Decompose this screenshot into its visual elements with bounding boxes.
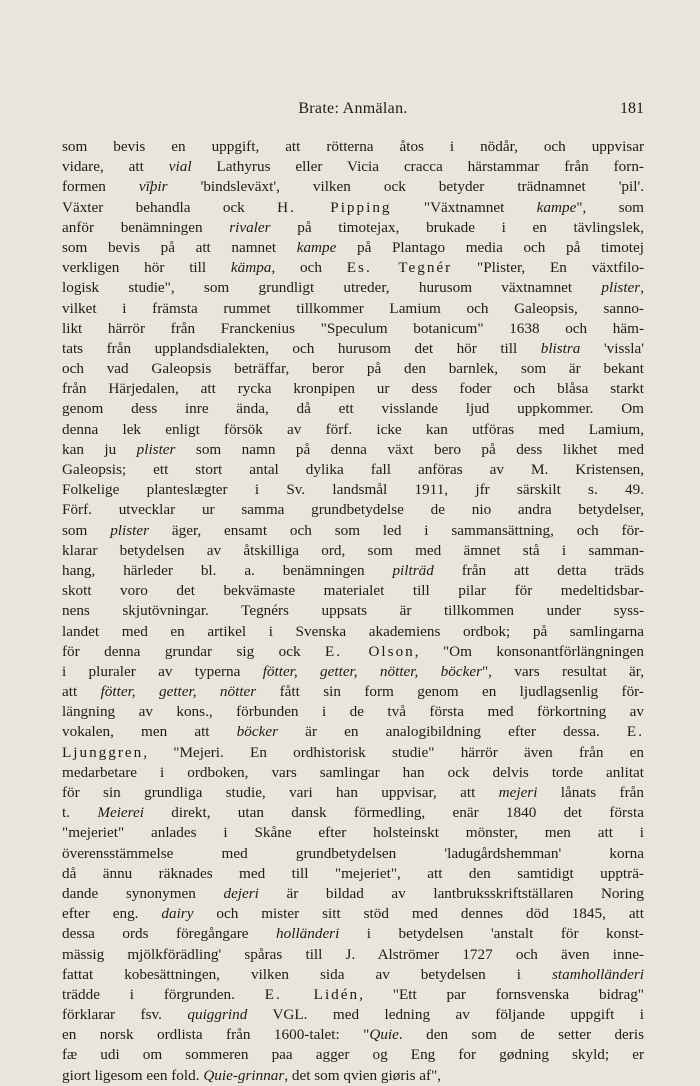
text-line <box>62 198 644 218</box>
text-line <box>62 399 644 419</box>
text-segment: landet med en artikel i Svenska akademiens ordbok; på samlingarna <box>62 622 644 640</box>
text-segment: kan ju <box>62 440 137 458</box>
text-line <box>62 662 644 682</box>
italic-term: plister <box>136 440 176 458</box>
text-segment: ", vars resultat är, <box>481 662 644 680</box>
text-line <box>62 1025 644 1045</box>
text-segment: och vad Galeopsis beträffar, beror på den barnlek, som är bekant <box>62 360 644 378</box>
text-segment: Lathyrus eller Vicia cracca härstammar från forn- <box>191 158 644 176</box>
text-segment: skott voro det bekvämaste materialet till pilar för medeltidsbar- <box>62 582 644 600</box>
italic-term: Meierei <box>97 804 144 822</box>
text-line <box>62 480 644 500</box>
page-number: 181 <box>620 100 644 117</box>
text-line <box>62 743 644 763</box>
text-segment: äger, ensamt och som led i sammansättning, och för- <box>149 521 644 539</box>
text-segment: , <box>640 279 644 297</box>
text-segment: efter eng. <box>62 905 162 923</box>
italic-term: Quie-grinnar <box>203 1066 285 1084</box>
text-segment: nens skjutövningar. Tegnérs uppsats är tillkommen under syss- <box>62 602 644 620</box>
text-line <box>62 137 644 157</box>
author-name: E. Lidén <box>264 985 360 1003</box>
text-line <box>62 157 644 177</box>
text-line <box>62 561 644 581</box>
text-line <box>62 783 644 803</box>
text-line <box>62 1005 644 1025</box>
text-segment: på Plantago media och på timotej <box>336 238 644 256</box>
text-segment: ", som <box>576 198 644 216</box>
text-line <box>62 339 644 359</box>
text-line <box>62 258 644 278</box>
text-segment: att <box>62 683 101 701</box>
text-segment: "mejeriet" anlades i Skåne efter holsteinskt mönster, men att i <box>62 824 644 842</box>
italic-term: holländeri <box>276 925 340 943</box>
italic-term: rivaler <box>229 218 271 236</box>
text-segment: längning av kons., förbunden i de två första med förkortning av <box>62 703 644 721</box>
text-line <box>62 299 644 319</box>
text-segment: i betydelsen 'anstalt för konst- <box>339 925 644 943</box>
text-line <box>62 682 644 702</box>
text-segment: anför benämningen <box>62 218 230 236</box>
text-segment: Förf. utvecklar ur samma grundbetydelse de nio andra betydelser, <box>62 501 644 519</box>
text-line <box>62 622 644 642</box>
text-segment: giort ligesom een fold. <box>62 1066 204 1084</box>
text-segment: "Plister, En växtfilo- <box>452 259 645 277</box>
text-segment: , det som qvien giøris af", <box>284 1066 442 1084</box>
text-segment: dessa ords föregångare <box>62 925 277 943</box>
text-segment: vokalen, men att <box>62 723 237 741</box>
author-name: Es. Tegnér <box>346 259 453 277</box>
page-header <box>62 100 644 130</box>
text-line <box>62 218 644 238</box>
text-segment: verkligen hör till <box>62 259 231 277</box>
italic-term: quiggrind <box>187 1006 248 1024</box>
text-line <box>62 803 644 823</box>
text-segment: då ännu räknades med till "mejeriet", att den samtidigt uppträ- <box>62 864 644 882</box>
author-name: Ljunggren <box>62 743 144 761</box>
text-line <box>62 702 644 722</box>
text-segment: lånats från <box>537 784 645 801</box>
text-line <box>62 541 644 561</box>
italic-term: blistra <box>540 339 581 357</box>
text-segment: överensstämmelse med grundbetydelsen 'ladugårdshemman' korna <box>62 844 644 862</box>
italic-term: kämpa <box>230 259 272 277</box>
text-line <box>62 924 644 944</box>
text-segment: , "Mejeri. En ordhistorisk studie" härrör även från en <box>143 743 644 761</box>
text-line <box>62 601 644 621</box>
text-segment: från Härjedalen, att rycka kronpipen ur dess foder och blåsa starkt <box>62 380 644 398</box>
text-line <box>62 440 644 460</box>
italic-term: pilträd <box>392 561 434 579</box>
italic-term: plister <box>110 521 150 539</box>
text-line <box>62 278 644 298</box>
text-line <box>62 500 644 520</box>
text-segment: "Växtnamnet <box>391 198 537 216</box>
italic-term: mejeri <box>498 784 538 801</box>
italic-term: fötter, getter, nötter, böcker <box>262 662 482 680</box>
italic-term: böcker <box>236 723 278 741</box>
italic-term: plister <box>601 279 641 297</box>
text-segment: är bildad av lantbruksskriftställaren Noring <box>258 884 644 902</box>
italic-term: Quie <box>369 1026 399 1044</box>
text-line <box>62 844 644 864</box>
text-segment: Växter behandla ock <box>62 198 278 216</box>
text-segment: direkt, utan dansk förmedling, enär 1840 det första <box>143 804 644 822</box>
text-line <box>62 763 644 783</box>
text-segment: Galeopsis; ett stort antal dylika fall anföras av M. Kristensen, <box>62 461 644 478</box>
text-segment: fått sin form genom en ljudlagsenlig för- <box>256 683 644 701</box>
text-line <box>62 884 644 904</box>
italic-term: dairy <box>161 905 194 923</box>
text-segment: medarbetare i ordboken, vars samlingar han ock delvis torde anlitat <box>62 763 644 781</box>
text-segment: 'vissla' <box>580 339 644 357</box>
text-segment: logisk studie", som grundligt utreder, hurusom växtnamnet <box>62 279 602 297</box>
text-segment: fæ udi om sommeren paa agger og Eng for gødning skyld; er <box>62 1046 644 1064</box>
text-segment: hang, härleder bl. a. benämningen <box>62 561 393 579</box>
text-line <box>62 379 644 399</box>
text-segment: en norsk ordlista från 1600-talet: " <box>62 1026 370 1044</box>
author-name: E. Olson <box>324 642 415 660</box>
text-segment: vidare, att <box>62 158 169 176</box>
text-segment: som namn på denna växt bero på dess likhet med <box>175 440 644 458</box>
text-segment: VGL. med ledning av följande uppgift i <box>247 1006 644 1024</box>
text-segment: formen <box>62 178 139 196</box>
text-segment: fattat kobesättningen, vilken sida av betydelsen i <box>62 965 553 983</box>
italic-term: stamholländeri <box>552 965 644 983</box>
italic-term: fötter, getter, nötter <box>100 683 257 701</box>
text-segment: för denna grundar sig ock <box>62 642 325 660</box>
text-segment: 'bindsleväxt', vilken ock betyder trädnamnet 'pil'. <box>167 178 644 196</box>
text-segment: denna lek enligt försök av förf. icke kan utföras med Lamium, <box>62 420 644 438</box>
text-segment: som bevis på att namnet <box>62 238 297 256</box>
text-segment: , "Om konsonantförlängningen <box>414 642 644 660</box>
text-line <box>62 985 644 1005</box>
text-segment: som bevis en uppgift, att rötterna åtos i nödår, och uppvisar <box>62 138 644 155</box>
text-segment: likt härrör från Franckenius "Speculum botanicum" 1638 och häm- <box>62 319 644 337</box>
text-line <box>62 177 644 197</box>
text-line <box>62 581 644 601</box>
text-segment: dande synonymen <box>62 884 224 902</box>
text-segment: i pluraler av typerna <box>62 662 263 680</box>
text-segment: och mister sitt stöd med dennes död 1845, att <box>193 905 644 923</box>
text-segment: klarar betydelsen av åtskilliga ord, som med ämnet stå i samman- <box>62 541 644 559</box>
text-line <box>62 521 644 541</box>
text-line <box>62 1045 644 1065</box>
text-segment: genom dess inre ända, då ett visslande ljud uppkommer. Om <box>62 400 644 418</box>
italic-term: kampe <box>296 238 337 256</box>
text-line <box>62 319 644 339</box>
running-title: Brate: Anmälan. <box>298 100 408 117</box>
italic-term: dejeri <box>223 884 259 902</box>
text-line <box>62 722 644 742</box>
author-name: H. Pipping <box>277 198 392 216</box>
text-line <box>62 238 644 258</box>
italic-term: kampe <box>536 198 577 216</box>
text-segment: är en analogibildning efter dessa. <box>278 723 627 741</box>
text-segment: . den som de setter deris <box>398 1026 644 1044</box>
text-segment: trädde i förgrunden. <box>62 985 265 1003</box>
italic-term: vial <box>168 158 192 176</box>
text-segment: för sin grundliga studie, vari han uppvisar, att <box>62 784 499 801</box>
text-segment: Folkelige planteslægter i Sv. landsmål 1911, jfr särskilt s. 49. <box>62 481 644 499</box>
text-line <box>62 642 644 662</box>
text-segment: tats från upplandsdialekten, och hurusom det hör till <box>62 339 541 357</box>
text-line <box>62 945 644 965</box>
text-segment: , och <box>271 259 347 277</box>
text-line <box>62 823 644 843</box>
text-segment: på timotejax, brukade i en tävlingslek, <box>270 218 644 236</box>
italic-term: vīþir <box>138 178 168 196</box>
text-segment: , "Ett par fornsvenska bidrag" <box>359 985 644 1003</box>
text-line <box>62 904 644 924</box>
text-line <box>62 420 644 440</box>
author-name: E. <box>626 723 644 741</box>
text-segment: som <box>62 521 111 539</box>
text-segment: förklarar fsv. <box>62 1006 188 1024</box>
text-line <box>62 359 644 379</box>
text-line <box>62 965 644 985</box>
text-line <box>62 460 644 480</box>
text-segment: vilket i främsta rummet tillkommer Lamium och Galeopsis, sanno- <box>62 299 644 317</box>
text-segment: från att detta träds <box>433 561 645 579</box>
text-line <box>62 1066 644 1086</box>
text-segment: mässig mjölkförädling' spåras till J. Alströmer 1727 och även inne- <box>62 945 644 963</box>
text-segment: t. <box>62 804 98 822</box>
text-line <box>62 864 644 884</box>
body-text <box>62 137 644 1086</box>
